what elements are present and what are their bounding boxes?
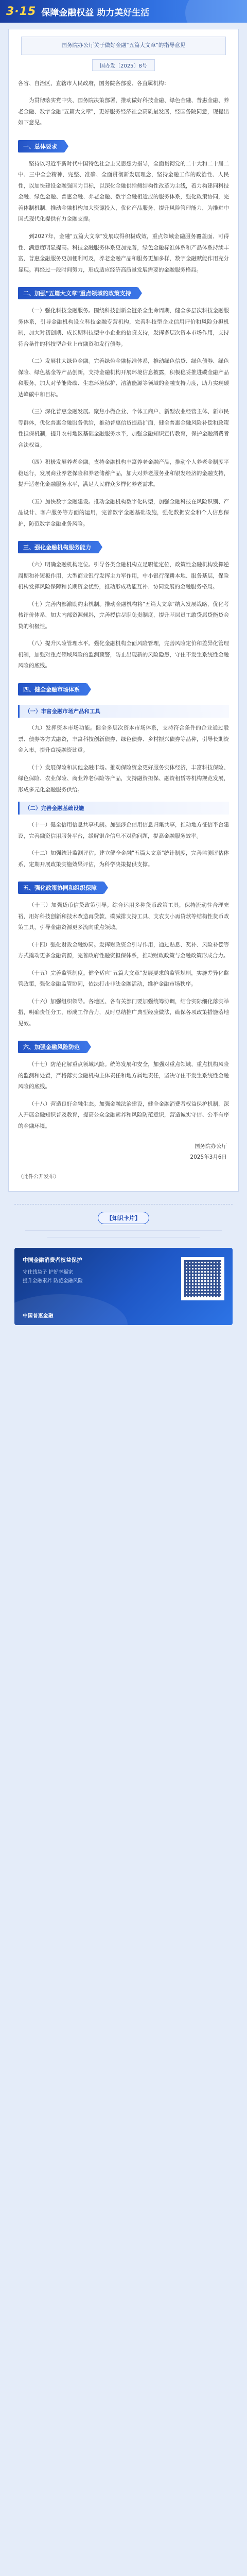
body-paragraph: （一）强化科技金融服务。围绕科技创新全链条全生命周期，健全多层次科技金融服务体系，引导金融机构设立科技金融专营机构，完善科技型企业信用评价和风险分担机制，加大对初创期、成长期科技型中小企业的信贷支持，发挥多层次资本市场作用，支持符合条件的科技型企业上市融资和发行债券。 (18, 308, 229, 347)
body-paragraph: （十八）营造良好金融生态。加强金融法治建设，健全金融消费者权益保护机制，深入开展金融知识普及教育，提高公众金融素养和风险防范意识，营造诚实守信、公平有序的金融环境。 (18, 1100, 229, 1129)
publication-note: （此件公开发布） (18, 1174, 59, 1180)
divider-line (25, 1230, 222, 1231)
body-paragraph: （二）发展壮大绿色金融。完善绿色金融标准体系，推动绿色信贷、绿色债券、绿色保险、绿色基金等产品创新，支持金融机构开展环境信息披露，积极稳妥推进碳金融产品和服务，加大对节能降碳、生态环境保护、清洁能源等领域的金融支持力度，助力实现碳达峰碳中和目标。 (18, 358, 229, 398)
qr-code-icon[interactable] (181, 1257, 224, 1300)
body-paragraph: （十二）加强统计监测评估。建立健全金融"五篇大文章"统计制度，完善监测评估体系，定期开展政策实施效果评估，为科学决策提供支撑。 (18, 850, 229, 868)
body-paragraph: （十一）健全信用信息共享机制。加强涉企信用信息归集共享，推动地方征信平台建设，完善融资信用服务平台，缓解银企信息不对称问题，提高金融服务效率。 (18, 822, 229, 839)
banner-decoration (185, 0, 247, 23)
document-card (8, 29, 239, 1192)
subsection-heading: （一）丰富金融市场产品和工具 (18, 705, 229, 718)
body-paragraph: （十七）防范化解重点领域风险。统筹发展和安全，加强对重点领域、重点机构风险的监测和处置，严格落实金融机构主体责任和地方属地责任，坚决守住不发生系统性金融风险的底线。 (18, 1061, 229, 1090)
body-paragraph: （十三）加强货币信贷政策引导。综合运用多种货币政策工具，保持流动性合理充裕，用好科技创新和技术改造再贷款、碳减排支持工具、支农支小再贷款等结构性货币政策工具，引导金融资源更多流向重点领域。 (18, 902, 229, 931)
addressee: 各省、自治区、直辖市人民政府，国务院各部委、各直属机构： (18, 80, 169, 87)
body-paragraph: （四）积极发展养老金融。支持金融机构丰富养老金融产品，推动个人养老金制度平稳运行，发展商业养老保险和养老储蓄产品，加大对养老服务业和银发经济的金融支持，提升适老化金融服务水平，满足人民群众多样化养老需求。 (18, 459, 229, 488)
body-paragraph: （九）发挥资本市场功能。健全多层次资本市场体系，支持符合条件的企业通过股票、债券等方式融资，丰富科技创新债券、绿色债券、乡村振兴债券等品种，引导长期资金入市，提升直接融资比重。 (18, 724, 229, 754)
subsection-heading: （二）完善金融基础设施 (18, 802, 229, 815)
knowledge-title: 【知识卡片】 (98, 1212, 149, 1224)
sections-container (16, 135, 231, 1132)
section-heading: 三、强化金融机构服务能力 (18, 541, 98, 553)
body-paragraph: （十五）完善监管制度。健全适应"五篇大文章"发展要求的监管规则，实施差异化监管政策，强化金融监管协同，依法打击非法金融活动，维护金融市场秩序。 (18, 970, 229, 988)
footer-org: 中国金融消费者权益保护 (23, 1257, 82, 1264)
banner-slogan: 保障金融权益 助力美好生活 (41, 7, 150, 18)
signing-org: 国务院办公厅 (195, 1143, 227, 1150)
body-paragraph: （三）深化普惠金融发展。聚焦小微企业、个体工商户、新型农业经营主体、新市民等群体，优化普惠金融服务供给，推动普惠信贷提质扩面，健全普惠金融风险补偿和政策性担保机制，提升农村地区基础金融服务水平，加强金融知识宣传教育，保护金融消费者合法权益。 (18, 409, 229, 448)
section-heading: 二、加强"五篇大文章"重点领域的政策支持 (18, 287, 138, 299)
section-heading: 六、加强金融风险防范 (18, 1041, 87, 1053)
body-paragraph: （五）加快数字金融建设。推动金融机构数字化转型，加强金融科技在风险识别、产品设计、客户服务等方面的运用，完善数字金融基础设施，强化数据安全和个人信息保护，防范数字金融业务风险。 (18, 498, 229, 527)
body-paragraph: 坚持以习近平新时代中国特色社会主义思想为指导，全面贯彻党的二十大和二十届二中、三中全会精神，完整、准确、全面贯彻新发展理念，坚持金融工作的政治性、人民性，以加快建设金融强国为目标，以深化金融供给侧结构性改革为主线，着力构建同科技金融、绿色金融、普惠金融、养老金融、数字金融相适应的服务体系，强化政策协同，完善体制机制，推动金融机构加大资源投入，优化产品服务，提升风险管理能力，为推进中国式现代化提供有力金融支撑。 (18, 160, 229, 223)
signing-date: 2025年3月6日 (190, 1154, 227, 1161)
section-heading: 四、健全金融市场体系 (18, 683, 87, 696)
body-paragraph: （八）提升风险管理水平。强化金融机构全面风险管理，完善风险定价和差异化管理机制，加强对重点领域风险的监测预警，防止出现新的风险隐患，守住不发生系统性金融风险的底线。 (18, 640, 229, 669)
body-paragraph: （七）完善内部激励约束机制。推动金融机构将"五篇大文章"纳入发展战略，优化考核评价体系，加大内部资源倾斜，完善授信尽职免责制度，提升基层员工敢贷愿贷能贷会贷的积极性。 (18, 601, 229, 630)
document-title: 国务院办公厅关于做好金融"五篇大文章"的指导意见 (21, 37, 226, 55)
document-number-wrap (16, 59, 231, 78)
preamble: 为贯彻落实党中央、国务院决策部署，推动做好科技金融、绿色金融、普惠金融、养老金融、数字金融"五篇大文章"，更好服务经济社会高质量发展，经国务院同意，现提出如下意见。 (18, 97, 229, 126)
body-paragraph: （十六）加强组织领导。各地区、各有关部门要加强统筹协调，结合实际细化落实举措，明确责任分工，形成工作合力，及时总结推广典型经验做法，确保各项政策措施落地见效。 (18, 998, 229, 1027)
body-paragraph: （六）明确金融机构定位。引导各类金融机构立足职能定位，政策性金融机构发挥逆周期和补短板作用，大型商业银行发挥主力军作用，中小银行深耕本地、服务基层，保险机构发挥风险保障和长期资金优势，推动形成功能互补、协同发展的金融服务格局。 (18, 562, 229, 590)
footer-line: 守住钱袋子 护好幸福家 (23, 1269, 74, 1276)
banner-tag: 3·15 (6, 5, 37, 18)
signature-block (18, 1141, 227, 1163)
header-banner (0, 0, 247, 23)
footer-decoration (14, 1294, 128, 1325)
body-paragraph: （十）发展保险和其他金融市场。推动保险资金更好服务实体经济，丰富科技保险、绿色保险、农业保险、商业养老保险等产品，支持融资担保、融资租赁等机构规范发展，形成多元化金融服务供给。 (18, 764, 229, 793)
footer-card (14, 1248, 233, 1325)
document-number: 国办发〔2025〕8号 (92, 59, 155, 71)
body-paragraph: （十四）强化财政金融协同。发挥财政资金引导作用，通过贴息、奖补、风险补偿等方式撬动更多金融资源，完善政府性融资担保体系，推动财政政策与金融政策形成合力。 (18, 941, 229, 959)
divider-line (47, 1237, 200, 1238)
knowledge-block (14, 1204, 233, 1238)
footer-brand: 中国普惠金融 (23, 1313, 54, 1319)
footer-line: 提升金融素养 防范金融风险 (23, 1278, 83, 1284)
section-heading: 五、强化政策协同和组织保障 (18, 882, 104, 894)
body-paragraph: 到2027年，金融"五篇大文章"发展取得积极成效，重点领域金融服务覆盖面、可得性、满意度明显提高。科技金融服务体系更加完善，绿色金融标准体系和产品体系持续丰富，普惠金融服务更加便利可及，养老金融产品和服务更加多样，数字金融赋能作用充分显现。再经过一段时间努力，形成适应经济高质量发展需要的金融服务格局。 (18, 233, 229, 273)
section-heading: 一、总体要求 (18, 140, 64, 152)
